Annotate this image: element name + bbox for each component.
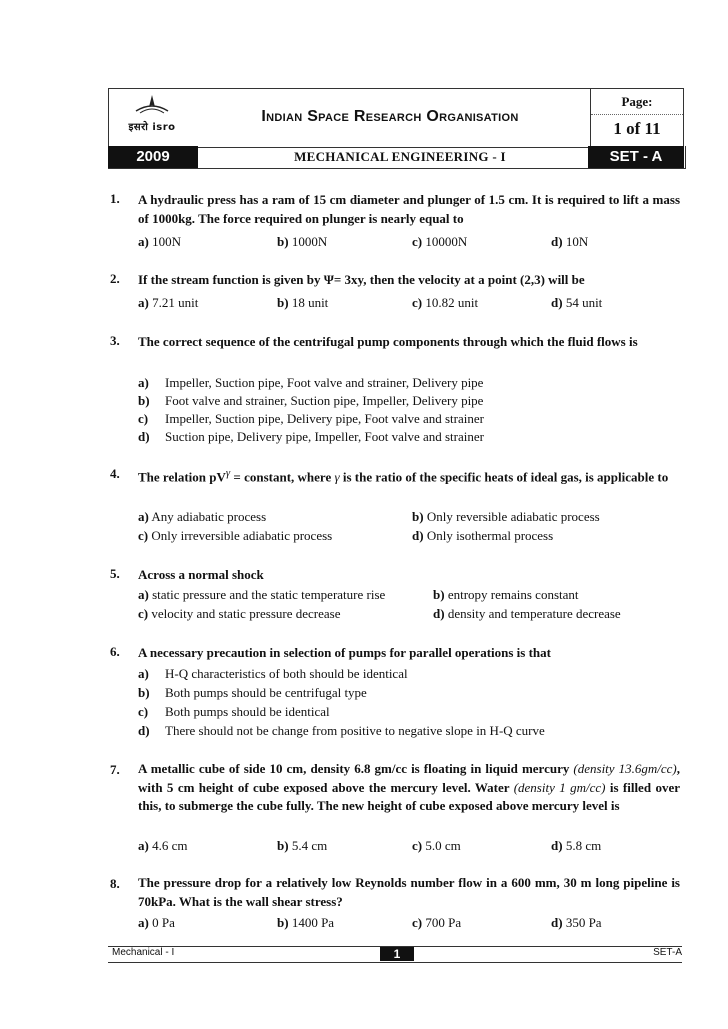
rocket-icon (114, 93, 190, 119)
q8-option-b: b) 1400 Pa (277, 915, 335, 930)
q2-number: 2. (110, 271, 120, 286)
q1-number: 1. (110, 191, 120, 206)
q5-number: 5. (110, 566, 120, 581)
q5-option-a: a) static pressure and the static temperature rise (138, 587, 386, 602)
q6-option-d: d) There should not be change from positive to negative slope in H-Q curve (138, 723, 545, 738)
page-number: 1 of 11 (613, 119, 661, 138)
q5-option-d: d) density and temperature decrease (433, 606, 621, 621)
q5-option-c: c) velocity and static pressure decrease (138, 606, 341, 621)
year-badge: 2009 (108, 146, 198, 168)
q2-option-c: c) 10.82 unit (412, 295, 479, 310)
page-divider (591, 114, 683, 115)
q2-option-d: d) 54 unit (551, 295, 603, 310)
q5-text: Across a normal shock (138, 567, 264, 582)
q6-option-a: a) H-Q characteristics of both should be identical (138, 666, 408, 681)
q1-option-c: c) 10000N (412, 234, 468, 249)
q5-option-b: b) entropy remains constant (433, 587, 579, 602)
q3-text: The correct sequence of the centrifugal pump components through which the fluid flows is (138, 334, 638, 349)
q6-option-c: c) Both pumps should be identical (138, 704, 330, 719)
footer-subject: Mechanical - I (112, 947, 175, 958)
q1-option-d: d) 10N (551, 234, 589, 249)
q7-number: 7. (110, 762, 120, 777)
q8-number: 8. (110, 876, 120, 891)
q6-number: 6. (110, 644, 120, 659)
q1-text: A hydraulic press has a ram of 15 cm diameter and plunger of 1.5 cm. It is required to lift a mass of 1000kg. The force required on plunger is nearly equal to (138, 192, 680, 226)
q7-option-c: c) 5.0 cm (412, 838, 461, 853)
footer-set: SET-A (653, 947, 682, 958)
q4-text: The relation $pV^\gamma$ = constant, where γ is the ratio of the specific heats of ideal gas, is applicable to (138, 467, 669, 485)
q7-option-d: d) 5.8 cm (551, 838, 602, 853)
q8-option-c: c) 700 Pa (412, 915, 462, 930)
set-badge: SET - A (588, 146, 684, 168)
q4-option-a: a) Any adiabatic process (138, 509, 267, 524)
q3-option-c: c) Impeller, Suction pipe, Delivery pipe, Foot valve and strainer (138, 411, 484, 426)
q7-text: A metallic cube of side 10 cm, density 6.8 gm/cc is floating in liquid mercury (density 13.6gm/cc), with 5 cm height of cube exposed above the mercury level. Water (density 1 gm/cc) is filled over this, to submerge the cube fully. The new height of cube exposed above mercury level is (138, 761, 680, 813)
q3-option-d: d) Suction pipe, Delivery pipe, Impeller, Foot valve and strainer (138, 429, 484, 444)
logo-text: इसरो isro (128, 122, 176, 133)
footer-bottom-rule (108, 962, 682, 963)
q4-option-c: c) Only irreversible adiabatic process (138, 528, 333, 543)
q8-option-d: d) 350 Pa (551, 915, 602, 930)
q8-option-a: a) 0 Pa (138, 915, 175, 930)
q7-option-a: a) 4.6 cm (138, 838, 188, 853)
page-label: Page: (621, 94, 653, 109)
org-title: Indian Space Research Organisation (261, 108, 519, 125)
q8-text: The pressure drop for a relatively low Reynolds number flow in a 600 mm, 30 m long pipeline is 70kPa. What is the wall shear stress? (138, 875, 680, 909)
footer-page-number: 1 (380, 947, 414, 961)
q4-option-b: b) Only reversible adiabatic process (412, 509, 600, 524)
q3-option-a: a) Impeller, Suction pipe, Foot valve and strainer, Delivery pipe (138, 375, 484, 390)
subject-title: MECHANICAL ENGINEERING - I (294, 149, 506, 164)
q1-option-a: a) 100N (138, 234, 181, 249)
q6-text: A necessary precaution in selection of pumps for parallel operations is that (138, 645, 551, 660)
isro-logo (114, 93, 190, 141)
q7-option-b: b) 5.4 cm (277, 838, 328, 853)
q3-number: 3. (110, 333, 120, 348)
q2-option-a: a) 7.21 unit (138, 295, 199, 310)
q4-option-d: d) Only isothermal process (412, 528, 554, 543)
q6-option-b: b) Both pumps should be centrifugal type (138, 685, 367, 700)
page-box (590, 88, 683, 146)
q3-option-b: b) Foot valve and strainer, Suction pipe, Impeller, Delivery pipe (138, 393, 484, 408)
q4-number: 4. (110, 466, 120, 481)
q2-text: If the stream function is given by Ψ= 3xy, then the velocity at a point (2,3) will be (138, 272, 585, 287)
q2-option-b: b) 18 unit (277, 295, 329, 310)
q1-option-b: b) 1000N (277, 234, 328, 249)
